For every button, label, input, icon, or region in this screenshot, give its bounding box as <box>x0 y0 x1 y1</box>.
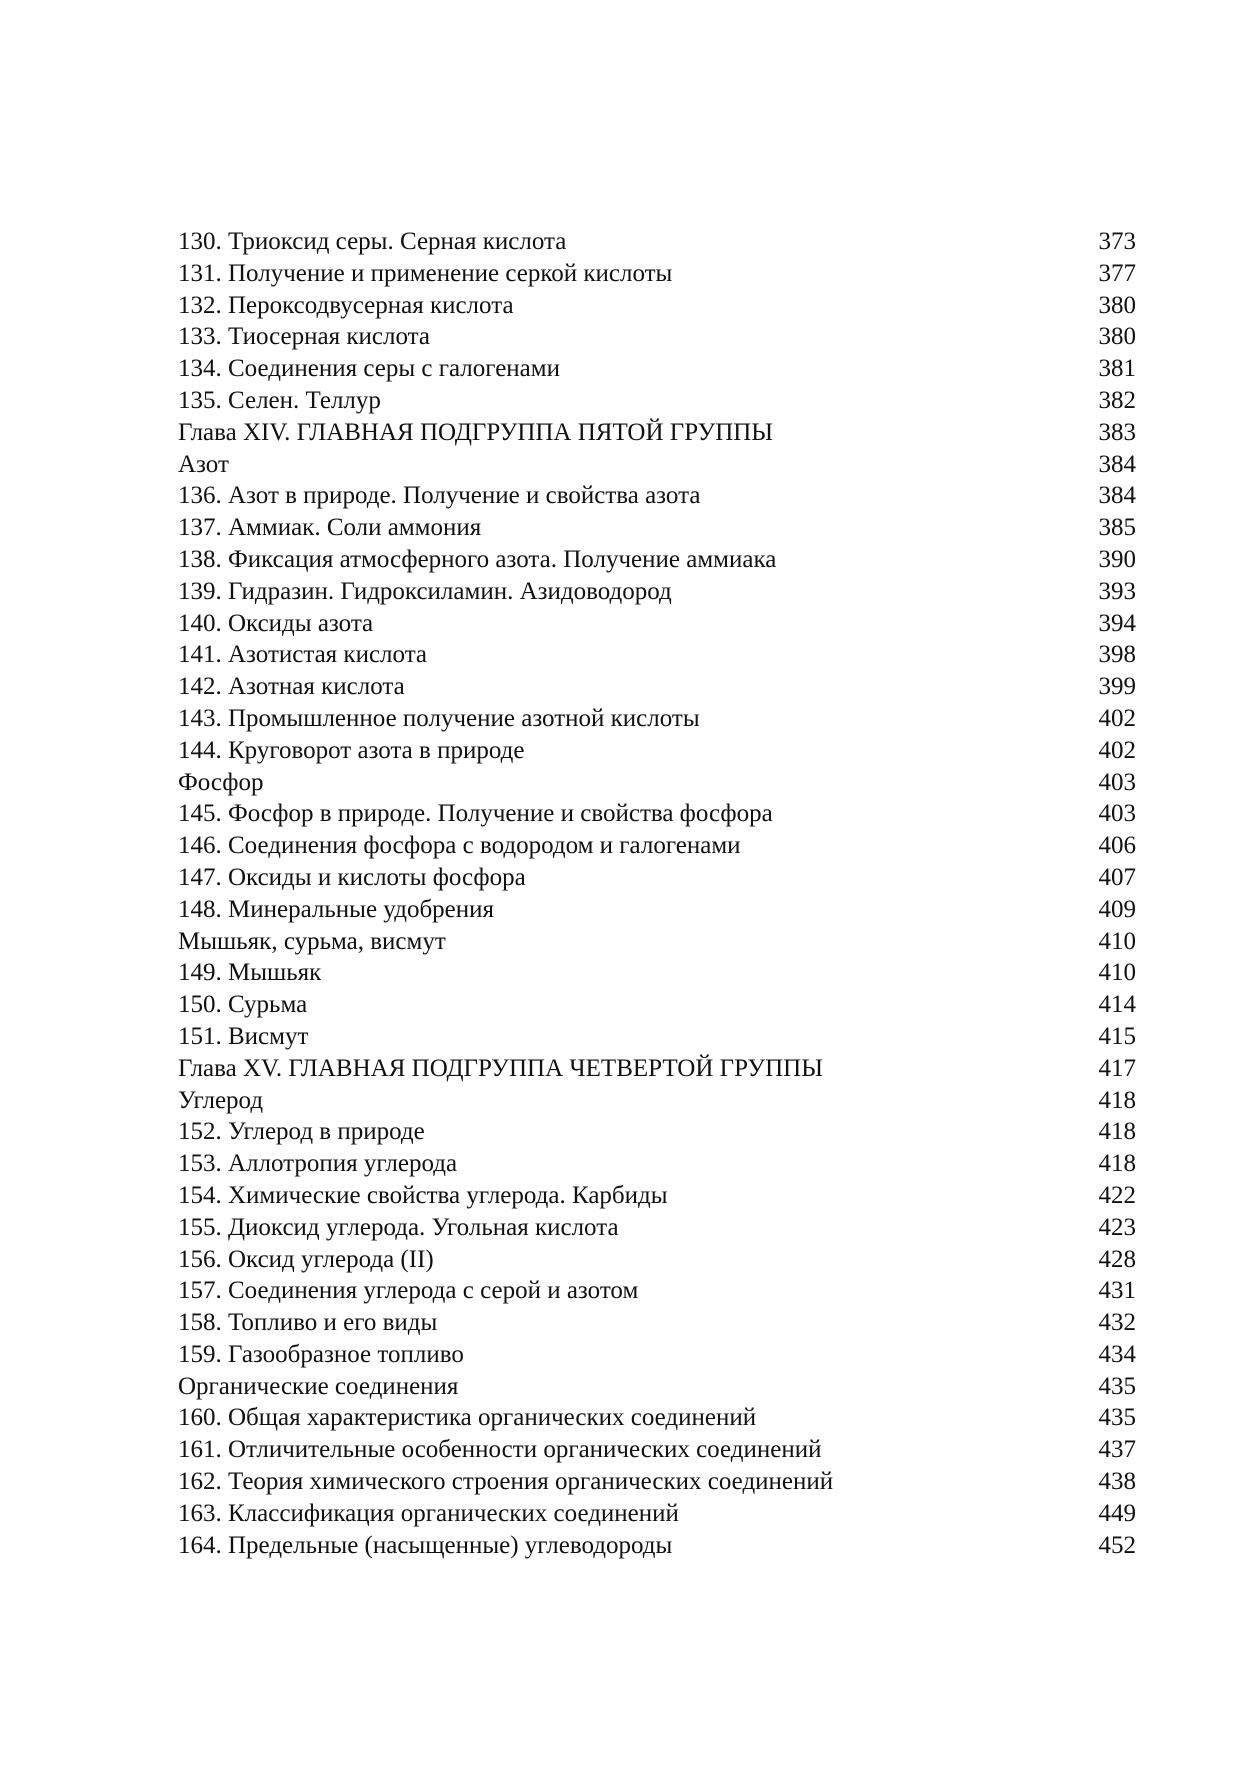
toc-entry <box>178 894 1136 926</box>
toc-entry <box>178 290 1136 322</box>
toc-entry <box>178 480 1136 512</box>
toc-entry <box>178 1466 1136 1498</box>
toc-entry <box>178 957 1136 989</box>
toc-entry <box>178 1530 1136 1562</box>
toc-entry-page: 403 <box>1098 800 1136 828</box>
toc-entry <box>178 735 1136 767</box>
toc-entry-page: 393 <box>1098 577 1136 605</box>
toc-section-heading <box>178 926 1136 958</box>
toc-entry-page: 428 <box>1098 1245 1136 1273</box>
toc-entry-title: 131. Получение и применение серкой кислоты <box>178 259 673 287</box>
toc-entry-title: 138. Фиксация атмосферного азота. Получение аммиака <box>178 545 777 573</box>
toc-entry-title: 143. Промышленное получение азотной кислоты <box>178 704 700 732</box>
toc-entry-page: 423 <box>1098 1213 1136 1241</box>
toc-entry-page: 402 <box>1098 736 1136 764</box>
toc-entry-page: 410 <box>1098 959 1136 987</box>
toc-entry-page: 373 <box>1098 228 1136 255</box>
toc-entry-page: 399 <box>1098 673 1136 701</box>
toc-entry <box>178 353 1136 385</box>
toc-entry-page: 418 <box>1098 1086 1136 1114</box>
toc-entry-title: 161. Отличительные особенности органических соединений <box>178 1436 822 1464</box>
toc-entry-title: 145. Фосфор в природе. Получение и свойства фосфора <box>178 800 773 828</box>
toc-entry-title: 149. Мышьяк <box>178 959 322 987</box>
toc-entry-page: 417 <box>1098 1054 1136 1082</box>
toc-entry-page: 384 <box>1098 482 1136 510</box>
toc-entry <box>178 798 1136 830</box>
toc-entry <box>178 544 1136 576</box>
toc-entry-title: 155. Диоксид углерода. Угольная кислота <box>178 1213 619 1241</box>
toc-entry-title: 151. Висмут <box>178 1022 309 1050</box>
toc-entry-title: 136. Азот в природе. Получение и свойства азота <box>178 482 701 510</box>
toc-entry <box>178 862 1136 894</box>
toc-entry-title: Глава XIV. ГЛАВНАЯ ПОДГРУППА ПЯТОЙ ГРУППЫ <box>178 418 774 446</box>
toc-entry-title: 163. Классификация органических соединений <box>178 1499 679 1527</box>
toc-entry-page: 418 <box>1098 1118 1136 1146</box>
toc-entry-title: Углерод <box>178 1086 264 1114</box>
toc-entry-page: 384 <box>1098 450 1136 478</box>
toc-entry-page: 432 <box>1098 1309 1136 1337</box>
toc-entry <box>178 226 1136 258</box>
toc-chapter-heading <box>178 1053 1136 1085</box>
toc-entry-title: 134. Соединения серы с галогенами <box>178 355 560 383</box>
toc-section-heading <box>178 1371 1136 1403</box>
toc-entry-page: 415 <box>1098 1022 1136 1050</box>
toc-entry <box>178 1498 1136 1530</box>
toc-entry <box>178 1307 1136 1339</box>
toc-entry <box>178 1148 1136 1180</box>
toc-entry-page: 380 <box>1098 291 1136 319</box>
toc-entry-title: 139. Гидразин. Гидроксиламин. Азидоводород <box>178 577 672 605</box>
table-of-contents <box>178 226 1136 1561</box>
toc-entry-title: 146. Соединения фосфора с водородом и галогенами <box>178 832 741 860</box>
toc-entry-title: 141. Азотистая кислота <box>178 641 428 669</box>
toc-entry-page: 377 <box>1098 259 1136 287</box>
toc-entry-page: 437 <box>1098 1436 1136 1464</box>
toc-entry <box>178 1021 1136 1053</box>
toc-entry-title: 164. Предельные (насыщенные) углеводороды <box>178 1531 673 1559</box>
toc-entry <box>178 639 1136 671</box>
toc-entry-title: 159. Газообразное топливо <box>178 1340 464 1368</box>
toc-entry-page: 431 <box>1098 1277 1136 1305</box>
toc-entry <box>178 1244 1136 1276</box>
toc-entry-page: 383 <box>1098 418 1136 446</box>
toc-entry-title: 132. Пероксодвусерная кислота <box>178 291 514 319</box>
toc-entry-title: 133. Тиосерная кислота <box>178 323 430 351</box>
toc-entry-page: 381 <box>1098 355 1136 383</box>
toc-entry-title: 154. Химические свойства углерода. Карбиды <box>178 1181 668 1209</box>
toc-entry-title: 130. Триоксид серы. Серная кислота <box>178 228 567 255</box>
toc-entry <box>178 830 1136 862</box>
toc-entry-title: Азот <box>178 450 229 478</box>
toc-entry-page: 418 <box>1098 1150 1136 1178</box>
toc-entry <box>178 385 1136 417</box>
toc-entry-page: 449 <box>1098 1499 1136 1527</box>
toc-entry-title: 153. Аллотропия углерода <box>178 1150 458 1178</box>
toc-entry-page: 402 <box>1098 704 1136 732</box>
toc-entry <box>178 671 1136 703</box>
toc-entry-page: 390 <box>1098 545 1136 573</box>
toc-entry-page: 385 <box>1098 514 1136 542</box>
toc-entry-title: 137. Аммиак. Соли аммония <box>178 514 482 542</box>
toc-entry <box>178 1402 1136 1434</box>
toc-entry-title: 157. Соединения углерода с серой и азотом <box>178 1277 639 1305</box>
toc-entry-title: Глава XV. ГЛАВНАЯ ПОДГРУППА ЧЕТВЕРТОЙ ГРУППЫ <box>178 1054 823 1082</box>
toc-entry-page: 414 <box>1098 991 1136 1019</box>
toc-entry-title: Органические соединения <box>178 1372 459 1400</box>
toc-entry <box>178 1180 1136 1212</box>
toc-entry-page: 422 <box>1098 1181 1136 1209</box>
toc-entry-page: 394 <box>1098 609 1136 637</box>
toc-entry-title: 162. Теория химического строения органических соединений <box>178 1468 834 1496</box>
toc-entry-title: 158. Топливо и его виды <box>178 1309 438 1337</box>
toc-entry-page: 452 <box>1098 1531 1136 1559</box>
toc-entry-page: 403 <box>1098 768 1136 796</box>
toc-entry-page: 435 <box>1098 1372 1136 1400</box>
toc-entry-title: 156. Оксид углерода (II) <box>178 1245 434 1273</box>
toc-entry <box>178 1275 1136 1307</box>
toc-entry <box>178 576 1136 608</box>
toc-section-heading <box>178 1085 1136 1117</box>
toc-entry-title: 142. Азотная кислота <box>178 673 405 701</box>
toc-entry-page: 407 <box>1098 863 1136 891</box>
toc-entry <box>178 1434 1136 1466</box>
toc-chapter-heading <box>178 417 1136 449</box>
toc-entry <box>178 1116 1136 1148</box>
toc-entry <box>178 1339 1136 1371</box>
toc-entry <box>178 512 1136 544</box>
toc-entry-title: 160. Общая характеристика органических соединений <box>178 1404 757 1432</box>
toc-entry <box>178 989 1136 1021</box>
toc-entry-title: Мышьяк, сурьма, висмут <box>178 927 446 955</box>
toc-entry <box>178 321 1136 353</box>
toc-entry-title: 144. Круговорот азота в природе <box>178 736 525 764</box>
toc-entry-title: 147. Оксиды и кислоты фосфора <box>178 863 526 891</box>
toc-entry-page: 406 <box>1098 832 1136 860</box>
toc-entry-title: 140. Оксиды азота <box>178 609 374 637</box>
toc-entry-page: 438 <box>1098 1468 1136 1496</box>
toc-section-heading <box>178 449 1136 481</box>
toc-entry-title: 152. Углерод в природе <box>178 1118 425 1146</box>
toc-entry-title: Фосфор <box>178 768 264 796</box>
toc-entry-title: 150. Сурьма <box>178 991 308 1019</box>
toc-entry-page: 409 <box>1098 895 1136 923</box>
toc-entry-title: 135. Селен. Теллур <box>178 386 381 414</box>
toc-entry <box>178 608 1136 640</box>
toc-entry-page: 398 <box>1098 641 1136 669</box>
toc-entry-page: 410 <box>1098 927 1136 955</box>
toc-entry <box>178 1212 1136 1244</box>
toc-entry-page: 380 <box>1098 323 1136 351</box>
toc-entry <box>178 258 1136 290</box>
toc-entry <box>178 703 1136 735</box>
toc-section-heading <box>178 767 1136 799</box>
toc-entry-title: 148. Минеральные удобрения <box>178 895 495 923</box>
toc-entry-page: 382 <box>1098 386 1136 414</box>
toc-entry-page: 434 <box>1098 1340 1136 1368</box>
toc-entry-page: 435 <box>1098 1404 1136 1432</box>
